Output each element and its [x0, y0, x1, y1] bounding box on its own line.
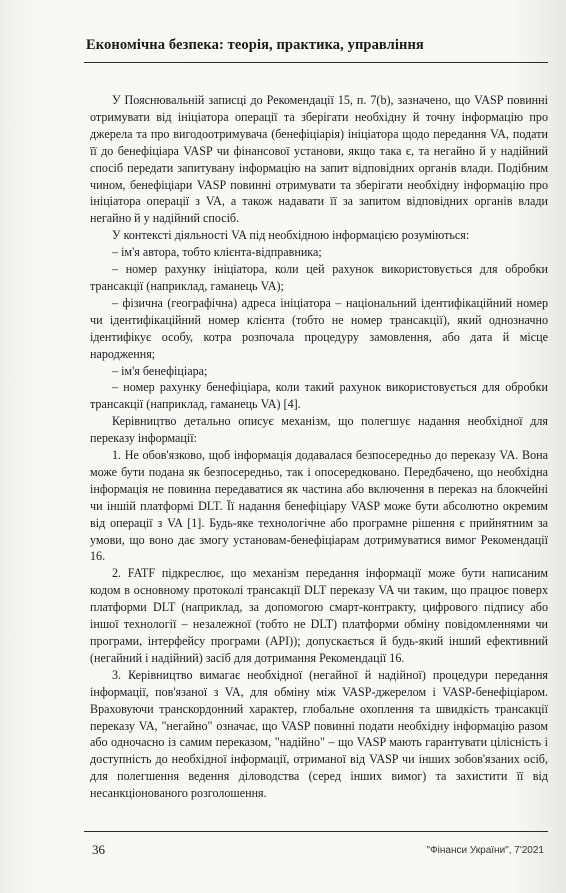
body-text [90, 92, 548, 802]
paragraph: Керівництво детально описує механізм, що полегшує надання необхідної для переказу інформації: [90, 414, 548, 446]
paragraph: 3. Керівництво вимагає необхідної (негайної й надійної) процедури передання інформації, пов'язаної з VA, для обміну між VASP-джерелом і VASP-бенефіціаром. Враховуючи транскордонний характер, глобальне охоплення та швидкість трансакції переказу VA, "негайно" означає, що VASP повинні подати необхідну інформацію разом або одночасно із самим переказом, "надійно" – що VASP мають гарантувати цілісність і доступність до необхідної інформації, отриманої від VASP чи інших зобов'язаних осіб, для полегшення ведення діловодства (серед інших вимог) та захистити її від несанкціонованого розголошення. [90, 667, 548, 801]
list-item: – номер рахунку бенефіціара, коли такий рахунок використовується для обробки трансакції (наприклад, гаманець VA) [4]. [90, 380, 548, 412]
paragraph: 2. FATF підкреслює, що механізм передання інформації може бути написаним кодом в основному протоколі трансакції DLT переказу VA чи таким, що працює поверх платформи DLT (наприклад, за допомогою смарт-контракту, цифрового підпису або іншої технології – незалежної (тобто не DLT) платформи обміну повідомленнями чи програми, інтерфейсу програми (API)); допускається й будь-який інший ефективний (негайний і надійний) засіб для дотримання Рекомендації 16. [90, 566, 548, 665]
list-item: – номер рахунку ініціатора, коли цей рахунок використовується для обробки трансакції (наприклад, гаманець VA); [90, 262, 548, 293]
paragraph: У Пояснювальній записці до Рекомендації 15, п. 7(b), зазначено, що VASP повинні отримувати від ініціатора операції та зберігати необхідну й точну інформацію про джерела та про вигодоотримувача (бенефіціарія) ініціатора щодо передання VA, подати її до бенефіціара VASP чи фінансової установи, якщо така є, та негайно й у надійний спосіб передати запитувану інформацію на запит відповідних органів влади. Подібним чином, бенефіціари VASP повинні отримувати та зберігати необхідну інформацію про ініціатора операції з VA, а також надавати її за запитом відповідних органів влади негайно й у надійний спосіб. [90, 93, 548, 226]
footer-rule [84, 831, 548, 832]
list-item: – ім'я бенефіціара; [112, 363, 208, 378]
running-header-title: Економічна безпека: теорія, практика, управління [86, 37, 424, 53]
journal-citation: "Фінанси України", 7'2021 [426, 845, 544, 856]
list-item: – ім'я автора, тобто клієнта-відправника; [112, 245, 322, 260]
header-rule [84, 62, 548, 63]
page-number: 36 [92, 842, 105, 857]
paragraph: 1. Не обов'язково, щоб інформація додавалася безпосередньо до переказу VA. Вона може бути подана як безпосередньо, так і опосередковано. Передбачено, що необхідна інформація не повинна передаватися як частина або включення в переказ на блокчейні чи іншій платформі DLT. Її надання бенефіціару VASP може бути абсолютно окремим від операції з VA [1]. Будь-яке технологічне або програмне рішення є прийнятним за умови, що воно дає змогу установам-бенефіціарам дотримуватися вимог Рекомендації 16. [90, 448, 548, 564]
paragraph: У контексті діяльності VA під необхідною інформацією розуміються: [112, 228, 470, 243]
list-item: – фізична (географічна) адреса ініціатора – національний ідентифікаційний номер чи ідентифікаційний номер клієнта (тобто не номер трансакції), який однозначно ідентифікує особу, котра розпочала процедуру замовлення, або дата й місце народження; [90, 295, 548, 361]
